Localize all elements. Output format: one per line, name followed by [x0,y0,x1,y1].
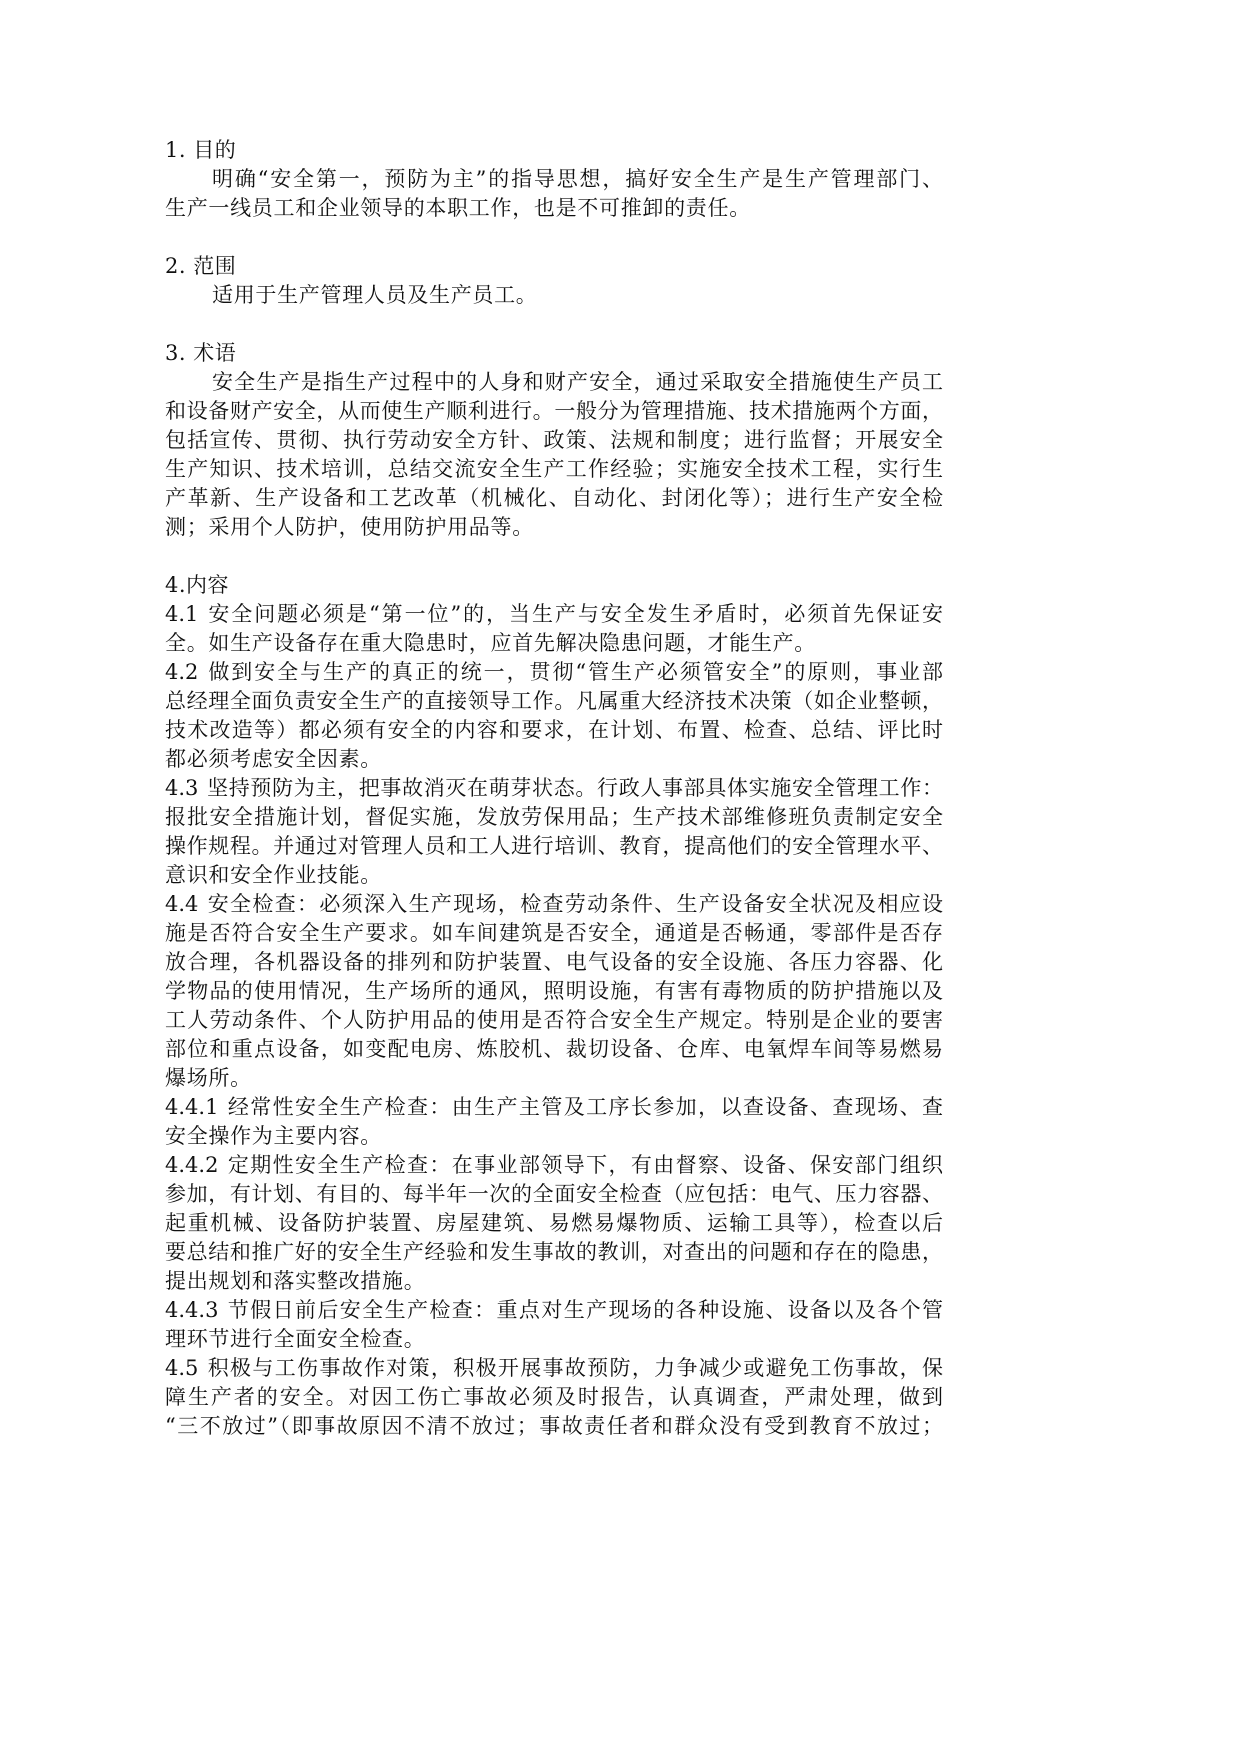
paragraph-line: 都必须考虑安全因素。 [165,747,382,771]
clause-number: 4.4 [165,892,199,916]
section-purpose [165,136,943,223]
paragraph-line: 总经理全面负责安全生产的直接领导工作。凡属重大经济技术决策（如企业整顿， [165,689,943,713]
paragraph-line: 全。如生产设备存在重大隐患时，应首先解决隐患问题，才能生产。 [165,631,816,655]
paragraph-line: 和设备财产安全，从而使生产顺利进行。一般分为管理措施、技术措施两个方面， [165,399,943,423]
clause-4-4 [165,890,943,1093]
clause-text: 积极与工伤事故作对策，积极开展事故预防，力争减少或避免工伤事故，保 [206,1356,943,1380]
paragraph-line [165,1093,943,1122]
paragraph-line: 学物品的使用情况，生产场所的通风，照明设施，有害有毒物质的防护措施以及 [165,979,943,1003]
paragraph-line [165,1151,943,1180]
paragraph-line: “三不放过”（即事故原因不清不放过；事故责任者和群众没有受到教育不放过； [165,1414,943,1438]
paragraph-line: 要总结和推广好的安全生产经验和发生事故的教训，对查出的问题和存在的隐患， [165,1240,943,1264]
paragraph-line [165,890,943,919]
paragraph-line: 放合理，各机器设备的排列和防护装置、电气设备的安全设施、各压力容器、化 [165,950,943,974]
clause-number: 4.3 [165,776,199,800]
paragraph-line [165,774,943,803]
paragraph-line: 技术改造等）都必须有安全的内容和要求，在计划、布置、检查、总结、评比时 [165,718,943,742]
clause-4-4-2 [165,1151,943,1296]
section-heading: 4.内容 [165,573,230,597]
section-content [165,571,943,1441]
clause-number: 4.4.2 [165,1153,219,1177]
section-scope [165,252,943,310]
clause-text: 坚持预防为主，把事故消灭在萌芽状态。行政人事部具体实施安全管理工作： [206,776,943,800]
clause-text: 安全问题必须是“第一位”的，当生产与安全发生矛盾时，必须首先保证安 [206,602,943,626]
paragraph-line: 工人劳动条件、个人防护用品的使用是否符合安全生产规定。特别是企业的要害 [165,1008,943,1032]
paragraph-line: 明确“安全第一，预防为主”的指导思想，搞好安全生产是生产管理部门、 [212,167,943,191]
paragraph-line: 操作规程。并通过对管理人员和工人进行培训、教育，提高他们的安全管理水平、 [165,834,943,858]
clause-number: 4.5 [165,1356,199,1380]
clause-4-1 [165,600,943,658]
blank-line [165,310,943,339]
paragraph-line: 施是否符合安全生产要求。如车间建筑是否安全，通道是否畅通，零部件是否存 [165,921,943,945]
paragraph-line: 产革新、生产设备和工艺改革（机械化、自动化、封闭化等）；进行生产安全检 [165,486,943,510]
paragraph-line [165,1354,943,1383]
paragraph-line [165,658,943,687]
paragraph-line: 报批安全措施计划，督促实施，发放劳保用品；生产技术部维修班负责制定安全 [165,805,943,829]
paragraph-line: 参加，有计划、有目的、每半年一次的全面安全检查（应包括：电气、压力容器、 [165,1182,943,1206]
paragraph-line: 爆场所。 [165,1066,252,1090]
paragraph-line: 测；采用个人防护，使用防护用品等。 [165,515,534,539]
document-body [165,136,943,1441]
clause-text: 定期性安全生产检查：在事业部领导下，有由督察、设备、保安部门组织 [226,1153,943,1177]
clause-number: 4.2 [165,660,199,684]
clause-4-4-1 [165,1093,943,1151]
paragraph-line: 理环节进行全面安全检查。 [165,1327,426,1351]
paragraph-line: 意识和安全作业技能。 [165,863,382,887]
clause-number: 4.4.3 [165,1298,219,1322]
paragraph-line [165,1296,943,1325]
section-terms [165,339,943,542]
section-heading: 3. 术语 [165,341,237,365]
paragraph-line: 提出规划和落实整改措施。 [165,1269,426,1293]
blank-line [165,223,943,252]
paragraph-line: 安全操作为主要内容。 [165,1124,382,1148]
clause-text: 安全检查：必须深入生产现场，检查劳动条件、生产设备安全状况及相应设 [206,892,943,916]
paragraph-line: 包括宣传、贯彻、执行劳动安全方针、政策、法规和制度；进行监督；开展安全 [165,428,943,452]
clause-number: 4.4.1 [165,1095,219,1119]
clause-4-2 [165,658,943,774]
clause-4-5 [165,1354,943,1441]
clause-text: 做到安全与生产的真正的统一，贯彻“管生产必须管安全”的原则，事业部 [206,660,943,684]
section-heading: 1. 目的 [165,138,237,162]
paragraph-line: 障生产者的安全。对因工伤亡事故必须及时报告，认真调查，严肃处理，做到 [165,1385,943,1409]
paragraph-line: 生产知识、技术培训，总结交流安全生产工作经验；实施安全技术工程，实行生 [165,457,943,481]
paragraph-line: 起重机械、设备防护装置、房屋建筑、易燃易爆物质、运输工具等），检查以后 [165,1211,943,1235]
section-heading: 2. 范围 [165,254,237,278]
paragraph-line [165,600,943,629]
paragraph-line: 安全生产是指生产过程中的人身和财产安全，通过采取安全措施使生产员工 [212,370,943,394]
clause-text: 节假日前后安全生产检查：重点对生产现场的各种设施、设备以及各个管 [226,1298,943,1322]
paragraph-line: 适用于生产管理人员及生产员工。 [212,283,538,307]
clause-4-3 [165,774,943,890]
paragraph-line: 部位和重点设备，如变配电房、炼胶机、裁切设备、仓库、电氧焊车间等易燃易 [165,1037,943,1061]
clause-number: 4.1 [165,602,199,626]
paragraph-line: 生产一线员工和企业领导的本职工作，也是不可推卸的责任。 [165,196,751,220]
blank-line [165,542,943,571]
clause-text: 经常性安全生产检查：由生产主管及工序长参加，以查设备、查现场、查 [226,1095,943,1119]
clause-4-4-3 [165,1296,943,1354]
